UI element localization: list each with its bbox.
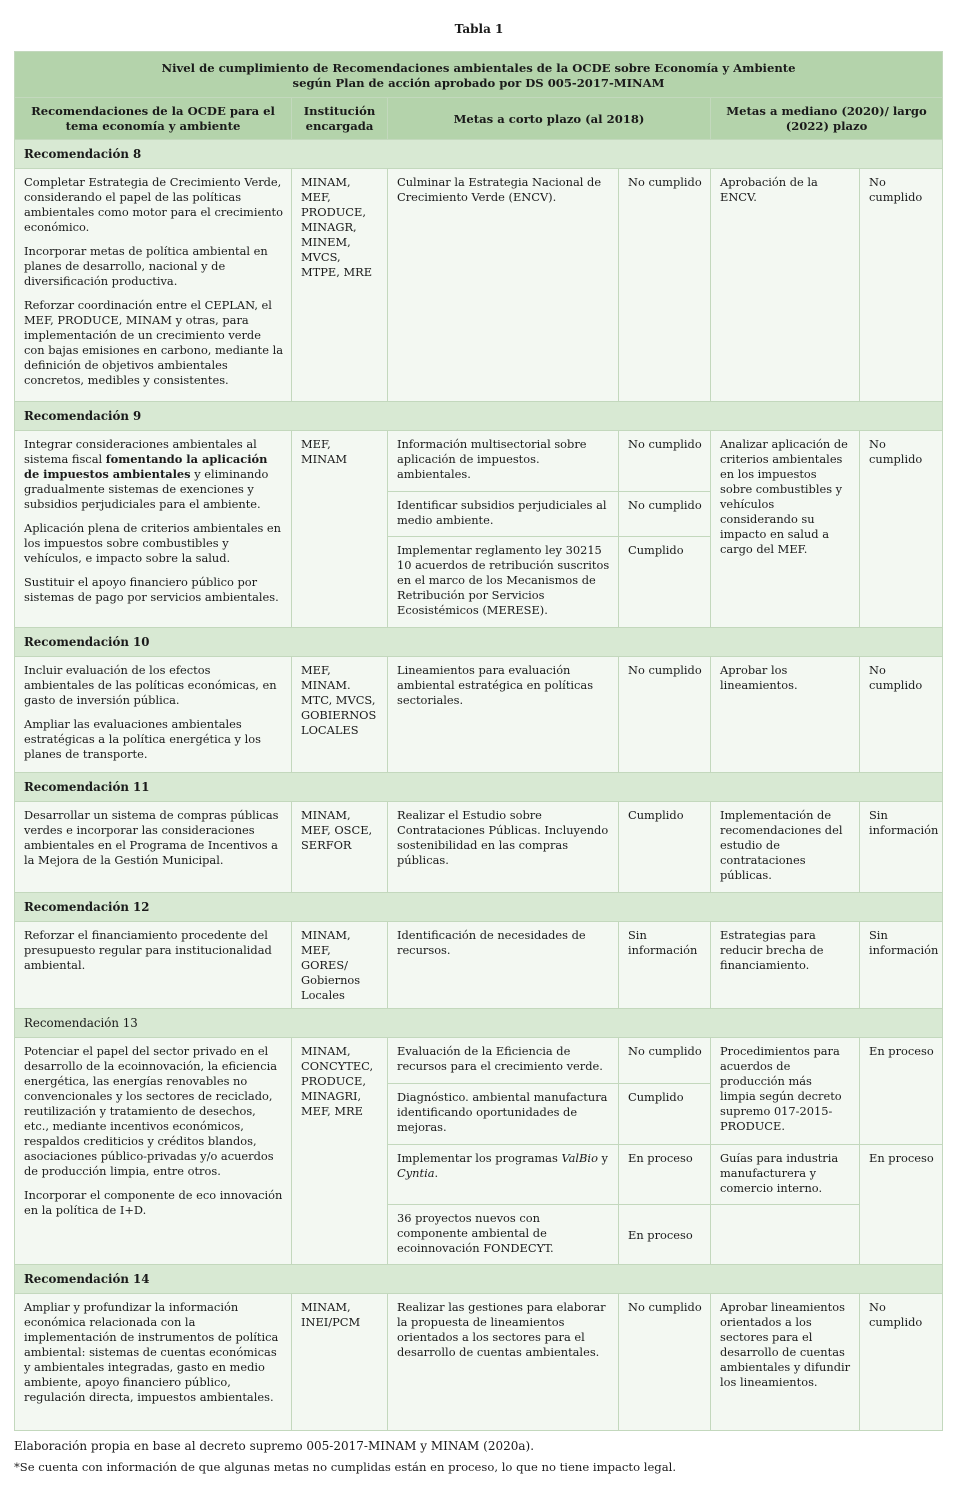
rec14-text: [15, 1294, 292, 1431]
rec8-label: Recomendación 8: [15, 140, 943, 169]
rec14-label: Recomendación 14: [15, 1265, 943, 1294]
header-long-term: Metas a mediano (2020)/ largo (2022) plazo: [711, 98, 943, 140]
rec13-short2-goal: Diagnóstico. ambiental manufactura identificando oportunidades de mejoras.: [388, 1084, 619, 1145]
rec13-short2-status: Cumplido: [619, 1084, 711, 1145]
rec10-p1: Incluir evaluación de los efectos ambientales de las políticas económicas, en gasto de inversión pública.: [24, 663, 277, 707]
rec14-short-goal: Realizar las gestiones para elaborar la propuesta de lineamientos orientados a los sectores para el desarrollo de cuentas ambientales.: [388, 1294, 619, 1431]
rec8-p3: Reforzar coordinación entre el CEPLAN, el MEF, PRODUCE, MINAM y otras, para implementación de un crecimiento verde con bajas emisiones en carbono, mediante la definición de objetivos ambientales concretos, medibles y consistentes.: [24, 298, 284, 387]
rec9-p2: Aplicación plena de criterios ambientales en los impuestos sobre combustibles y vehículos, e impacto sobre la salud.: [24, 521, 281, 565]
rec13-short1-status: No cumplido: [619, 1038, 711, 1084]
rec12-long-status: Sin información: [860, 922, 943, 1009]
rec13-p1: Potenciar el papel del sector privado en el desarrollo de la ecoinnovación, la eficiencia energética, las energías renovables no convencionales y los sectores de reciclado, reutilización y tratamiento de desechos, etc., mediante incentivos económicos, respaldos crediticios y créditos blandos, asociaciones público-privadas y/o acuerdos de producción limpia, entre otros.: [24, 1044, 278, 1178]
rec11-long-goal: Implementación de recomendaciones del estudio de contrataciones públicas.: [711, 802, 860, 893]
rec13-short1-goal: Evaluación de la Eficiencia de recursos para el crecimiento verde.: [388, 1038, 619, 1084]
rec14-short-status: No cumplido: [619, 1294, 711, 1431]
rec9-label: Recomendación 9: [15, 402, 943, 431]
rec11-institution: MINAM, MEF, OSCE, SERFOR: [292, 802, 388, 893]
rec11-text: [15, 802, 292, 893]
table-caption: Tabla 1: [454, 22, 504, 36]
rec10-text: [15, 657, 292, 773]
rec10-institution: MEF, MINAM. MTC, MVCS, GOBIERNOS LOCALES: [292, 657, 388, 773]
rec9-text: [15, 431, 292, 628]
rec8-text: [15, 169, 292, 402]
table-title-line2: según Plan de acción aprobado por DS 005-2017-MINAM: [292, 76, 665, 90]
rec9-short3-goal: Implementar reglamento ley 30215 10 acuerdos de retribución suscritos en el marco de los Mecanismos de Retribución por Servicios Ecosistémicos (MERESE).: [388, 537, 619, 628]
rec14-long-goal: Aprobar lineamientos orientados a los sectores para el desarrollo de cuentas ambientales y difundir los lineamientos.: [711, 1294, 860, 1431]
rec11-short-status: Cumplido: [619, 802, 711, 893]
rec9-short1-status: No cumplido: [619, 431, 711, 492]
rec8-short-status: No cumplido: [619, 169, 711, 402]
header-institution: Institución encargada: [292, 98, 388, 140]
rec11-short-goal: Realizar el Estudio sobre Contrataciones Públicas. Incluyendo sostenibilidad en las compras públicas.: [388, 802, 619, 893]
rec13-text: [15, 1038, 292, 1265]
rec10-short-goal: Lineamientos para evaluación ambiental estratégica en políticas sectoriales.: [388, 657, 619, 773]
rec10-long-goal: Aprobar los lineamientos.: [711, 657, 860, 773]
rec13-short4-status: En proceso: [619, 1205, 711, 1265]
header-recommendations: Recomendaciones de la OCDE para el tema economía y ambiente: [15, 98, 292, 140]
rec9-institution: MEF, MINAM: [292, 431, 388, 628]
rec9-p3: Sustituir el apoyo financiero público por sistemas de pago por servicios ambientales.: [24, 575, 279, 604]
rec13-long-empty: [711, 1205, 860, 1265]
rec9-p1: Integrar consideraciones ambientales al sistema fiscal fomentando la aplicación de impuestos ambientales y eliminando gradualmente sistemas de exenciones y subsidios perjudiciales para el ambiente.: [24, 437, 269, 511]
table-notes: [14, 1436, 676, 1478]
rec14-p1: Ampliar y profundizar la información económica relacionada con la implementación de instrumentos de política ambiental: sistemas de cuentas económicas y ambientales integradas, gasto en medio ambiente, apoyo financiero público, regulación directa, impuestos ambientales.: [24, 1300, 279, 1404]
rec10-short-status: No cumplido: [619, 657, 711, 773]
rec14-institution: MINAM, INEI/PCM: [292, 1294, 388, 1431]
table-title: [15, 52, 943, 98]
rec9-long-status: No cumplido: [860, 431, 943, 628]
rec8-p1: Completar Estrategia de Crecimiento Verde, considerando el papel de las políticas ambientales como motor para el crecimiento económico.: [24, 175, 283, 234]
rec12-p1: Reforzar el financiamiento procedente del presupuesto regular para institucionalidad ambiental.: [24, 928, 272, 972]
rec13-long1-status: En proceso: [860, 1038, 943, 1145]
rec9-short3-status: Cumplido: [619, 537, 711, 628]
rec11-label: Recomendación 11: [15, 773, 943, 802]
rec8-short-goal: Culminar la Estrategia Nacional de Crecimiento Verde (ENCV).: [388, 169, 619, 402]
rec11-long-status: Sin información: [860, 802, 943, 893]
rec13-p2: Incorporar el componente de eco innovación en la política de I+D.: [24, 1188, 283, 1217]
rec12-short-status: Sin información: [619, 922, 711, 1009]
rec12-label: Recomendación 12: [15, 893, 943, 922]
rec13-institution: MINAM, CONCYTEC, PRODUCE, MINAGRI, MEF, MRE: [292, 1038, 388, 1265]
compliance-table: [14, 51, 943, 1431]
rec13-short4-goal: 36 proyectos nuevos con componente ambiental de ecoinnovación FONDECYT.: [388, 1205, 619, 1265]
header-short-term: Metas a corto plazo (al 2018): [388, 98, 711, 140]
rec10-label: Recomendación 10: [15, 628, 943, 657]
rec12-long-goal: Estrategias para reducir brecha de financiamiento.: [711, 922, 860, 1009]
rec12-institution: MINAM, MEF, GORES/ Gobiernos Locales: [292, 922, 388, 1009]
rec9-long-goal: Analizar aplicación de criterios ambientales en los impuestos sobre combustibles y vehículos considerando su impacto en salud a cargo del MEF.: [711, 431, 860, 628]
footnote: *Se cuenta con información de que algunas metas no cumplidas están en proceso, lo que no tiene impacto legal.: [14, 1460, 677, 1474]
source-note: Elaboración propia en base al decreto supremo 005-2017-MINAM y MINAM (2020a).: [14, 1439, 535, 1453]
table-title-line1: Nivel de cumplimiento de Recomendaciones ambientales de la OCDE sobre Economía y Ambiente: [161, 61, 796, 75]
rec9-short2-status: No cumplido: [619, 492, 711, 537]
rec10-long-status: No cumplido: [860, 657, 943, 773]
rec9-short1-goal: Información multisectorial sobre aplicación de impuestos. ambientales.: [388, 431, 619, 492]
rec8-p2: Incorporar metas de política ambiental en planes de desarrollo, nacional y de diversificación productiva.: [24, 244, 268, 288]
rec10-p2: Ampliar las evaluaciones ambientales estratégicas a la política energética y los planes de transporte.: [24, 717, 261, 761]
rec12-short-goal: Identificación de necesidades de recursos.: [388, 922, 619, 1009]
rec13-short3-goal: Implementar los programas ValBio y Cyntia.: [388, 1145, 619, 1205]
rec11-p1: Desarrollar un sistema de compras públicas verdes e incorporar las consideraciones ambientales en el Programa de Incentivos a la Mejora de la Gestión Municipal.: [24, 808, 279, 867]
rec12-text: [15, 922, 292, 1009]
rec13-long1-goal: Procedimientos para acuerdos de producción más limpia según decreto supremo 017-2015-PRODUCE.: [711, 1038, 860, 1145]
rec13-long2-goal: Guías para industria manufacturera y comercio interno.: [711, 1145, 860, 1205]
rec13-label: Recomendación 13: [15, 1009, 943, 1038]
rec8-long-status: No cumplido: [860, 169, 943, 402]
rec9-short2-goal: Identificar subsidios perjudiciales al medio ambiente.: [388, 492, 619, 537]
rec13-short3-status: En proceso: [619, 1145, 711, 1205]
rec8-long-goal: Aprobación de la ENCV.: [711, 169, 860, 402]
rec14-long-status: No cumplido: [860, 1294, 943, 1431]
rec13-long2-status: En proceso: [860, 1145, 943, 1265]
rec8-institution: MINAM, MEF, PRODUCE, MINAGR, MINEM, MVCS, MTPE, MRE: [292, 169, 388, 402]
